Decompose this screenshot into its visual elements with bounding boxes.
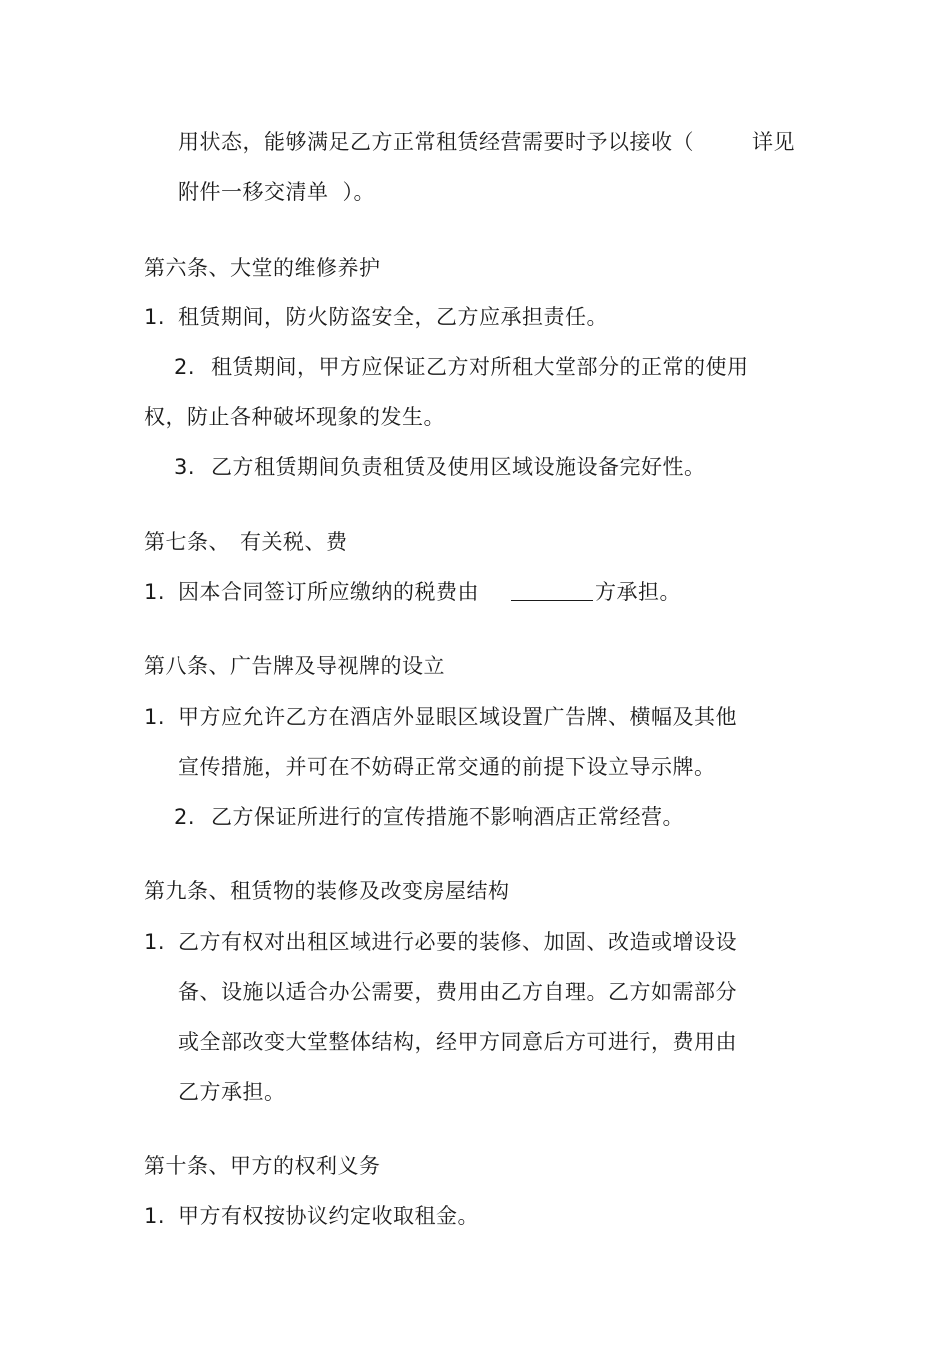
item-text: 甲方有权按协议约定收取租金。 <box>178 1204 479 1228</box>
text: 权，防止各种破坏现象的发生。 <box>144 405 445 429</box>
item-number: 1. <box>144 580 166 604</box>
paragraph-line <box>178 128 795 156</box>
item-number: 3. <box>174 455 196 479</box>
item-number: 1. <box>144 705 166 729</box>
article-heading <box>144 652 445 680</box>
list-item <box>144 928 737 956</box>
item-text: 乙方租赁期间负责租赁及使用区域设施设备完好性。 <box>211 455 706 479</box>
article-6-title: 第六条、大堂的维修养护 <box>144 256 381 280</box>
item-text-end: 方承担。 <box>595 580 681 604</box>
paragraph-line <box>178 1028 737 1056</box>
article-7-prefix: 第七条、 <box>144 530 230 554</box>
list-item <box>174 453 706 481</box>
blank-fill-line <box>511 580 593 601</box>
list-item <box>144 303 608 331</box>
text: ）。 <box>342 180 375 204</box>
item-number: 1. <box>144 1204 166 1228</box>
article-heading <box>144 254 381 282</box>
list-item <box>144 703 737 731</box>
item-text: 租赁期间，甲方应保证乙方对所租大堂部分的正常的使用 <box>211 355 749 379</box>
paragraph-line <box>144 403 445 431</box>
item-text: 乙方有权对出租区域进行必要的装修、加固、改造或增设设 <box>178 930 737 954</box>
article-heading <box>144 528 348 556</box>
paragraph-line <box>178 753 716 781</box>
text: 备、设施以适合办公需要，费用由乙方自理。乙方如需部分 <box>178 980 737 1004</box>
text: 或全部改变大堂整体结构，经甲方同意后方可进行，费用由 <box>178 1030 737 1054</box>
list-item <box>174 803 684 831</box>
item-text: 因本合同签订所应缴纳的税费由 <box>178 580 479 604</box>
article-heading <box>144 877 510 905</box>
text: 宣传措施，并可在不妨碍正常交通的前提下设立导示牌。 <box>178 755 716 779</box>
paragraph-line <box>178 178 375 206</box>
item-number: 2. <box>174 355 196 379</box>
article-10-title: 第十条、甲方的权利义务 <box>144 1154 381 1178</box>
item-number: 1. <box>144 930 166 954</box>
item-text: 甲方应允许乙方在酒店外显眼区域设置广告牌、横幅及其他 <box>178 705 737 729</box>
paragraph-line <box>178 1078 286 1106</box>
list-item <box>144 1202 479 1230</box>
text: 详见 <box>752 130 795 154</box>
list-item <box>144 578 681 606</box>
text: 用状态，能够满足乙方正常租赁经营需要时予以接收（ <box>178 130 694 154</box>
item-text: 乙方保证所进行的宣传措施不影响酒店正常经营。 <box>211 805 684 829</box>
text: 附件一移交清单 <box>178 180 329 204</box>
item-number: 1. <box>144 305 166 329</box>
article-8-title: 第八条、广告牌及导视牌的设立 <box>144 654 445 678</box>
article-9-title: 第九条、租赁物的装修及改变房屋结构 <box>144 879 510 903</box>
article-heading <box>144 1152 381 1180</box>
paragraph-line <box>178 978 737 1006</box>
article-7-title: 有关税、费 <box>240 530 348 554</box>
item-number: 2. <box>174 805 196 829</box>
list-item <box>174 353 749 381</box>
item-text: 租赁期间，防火防盗安全，乙方应承担责任。 <box>178 305 608 329</box>
text: 乙方承担。 <box>178 1080 286 1104</box>
